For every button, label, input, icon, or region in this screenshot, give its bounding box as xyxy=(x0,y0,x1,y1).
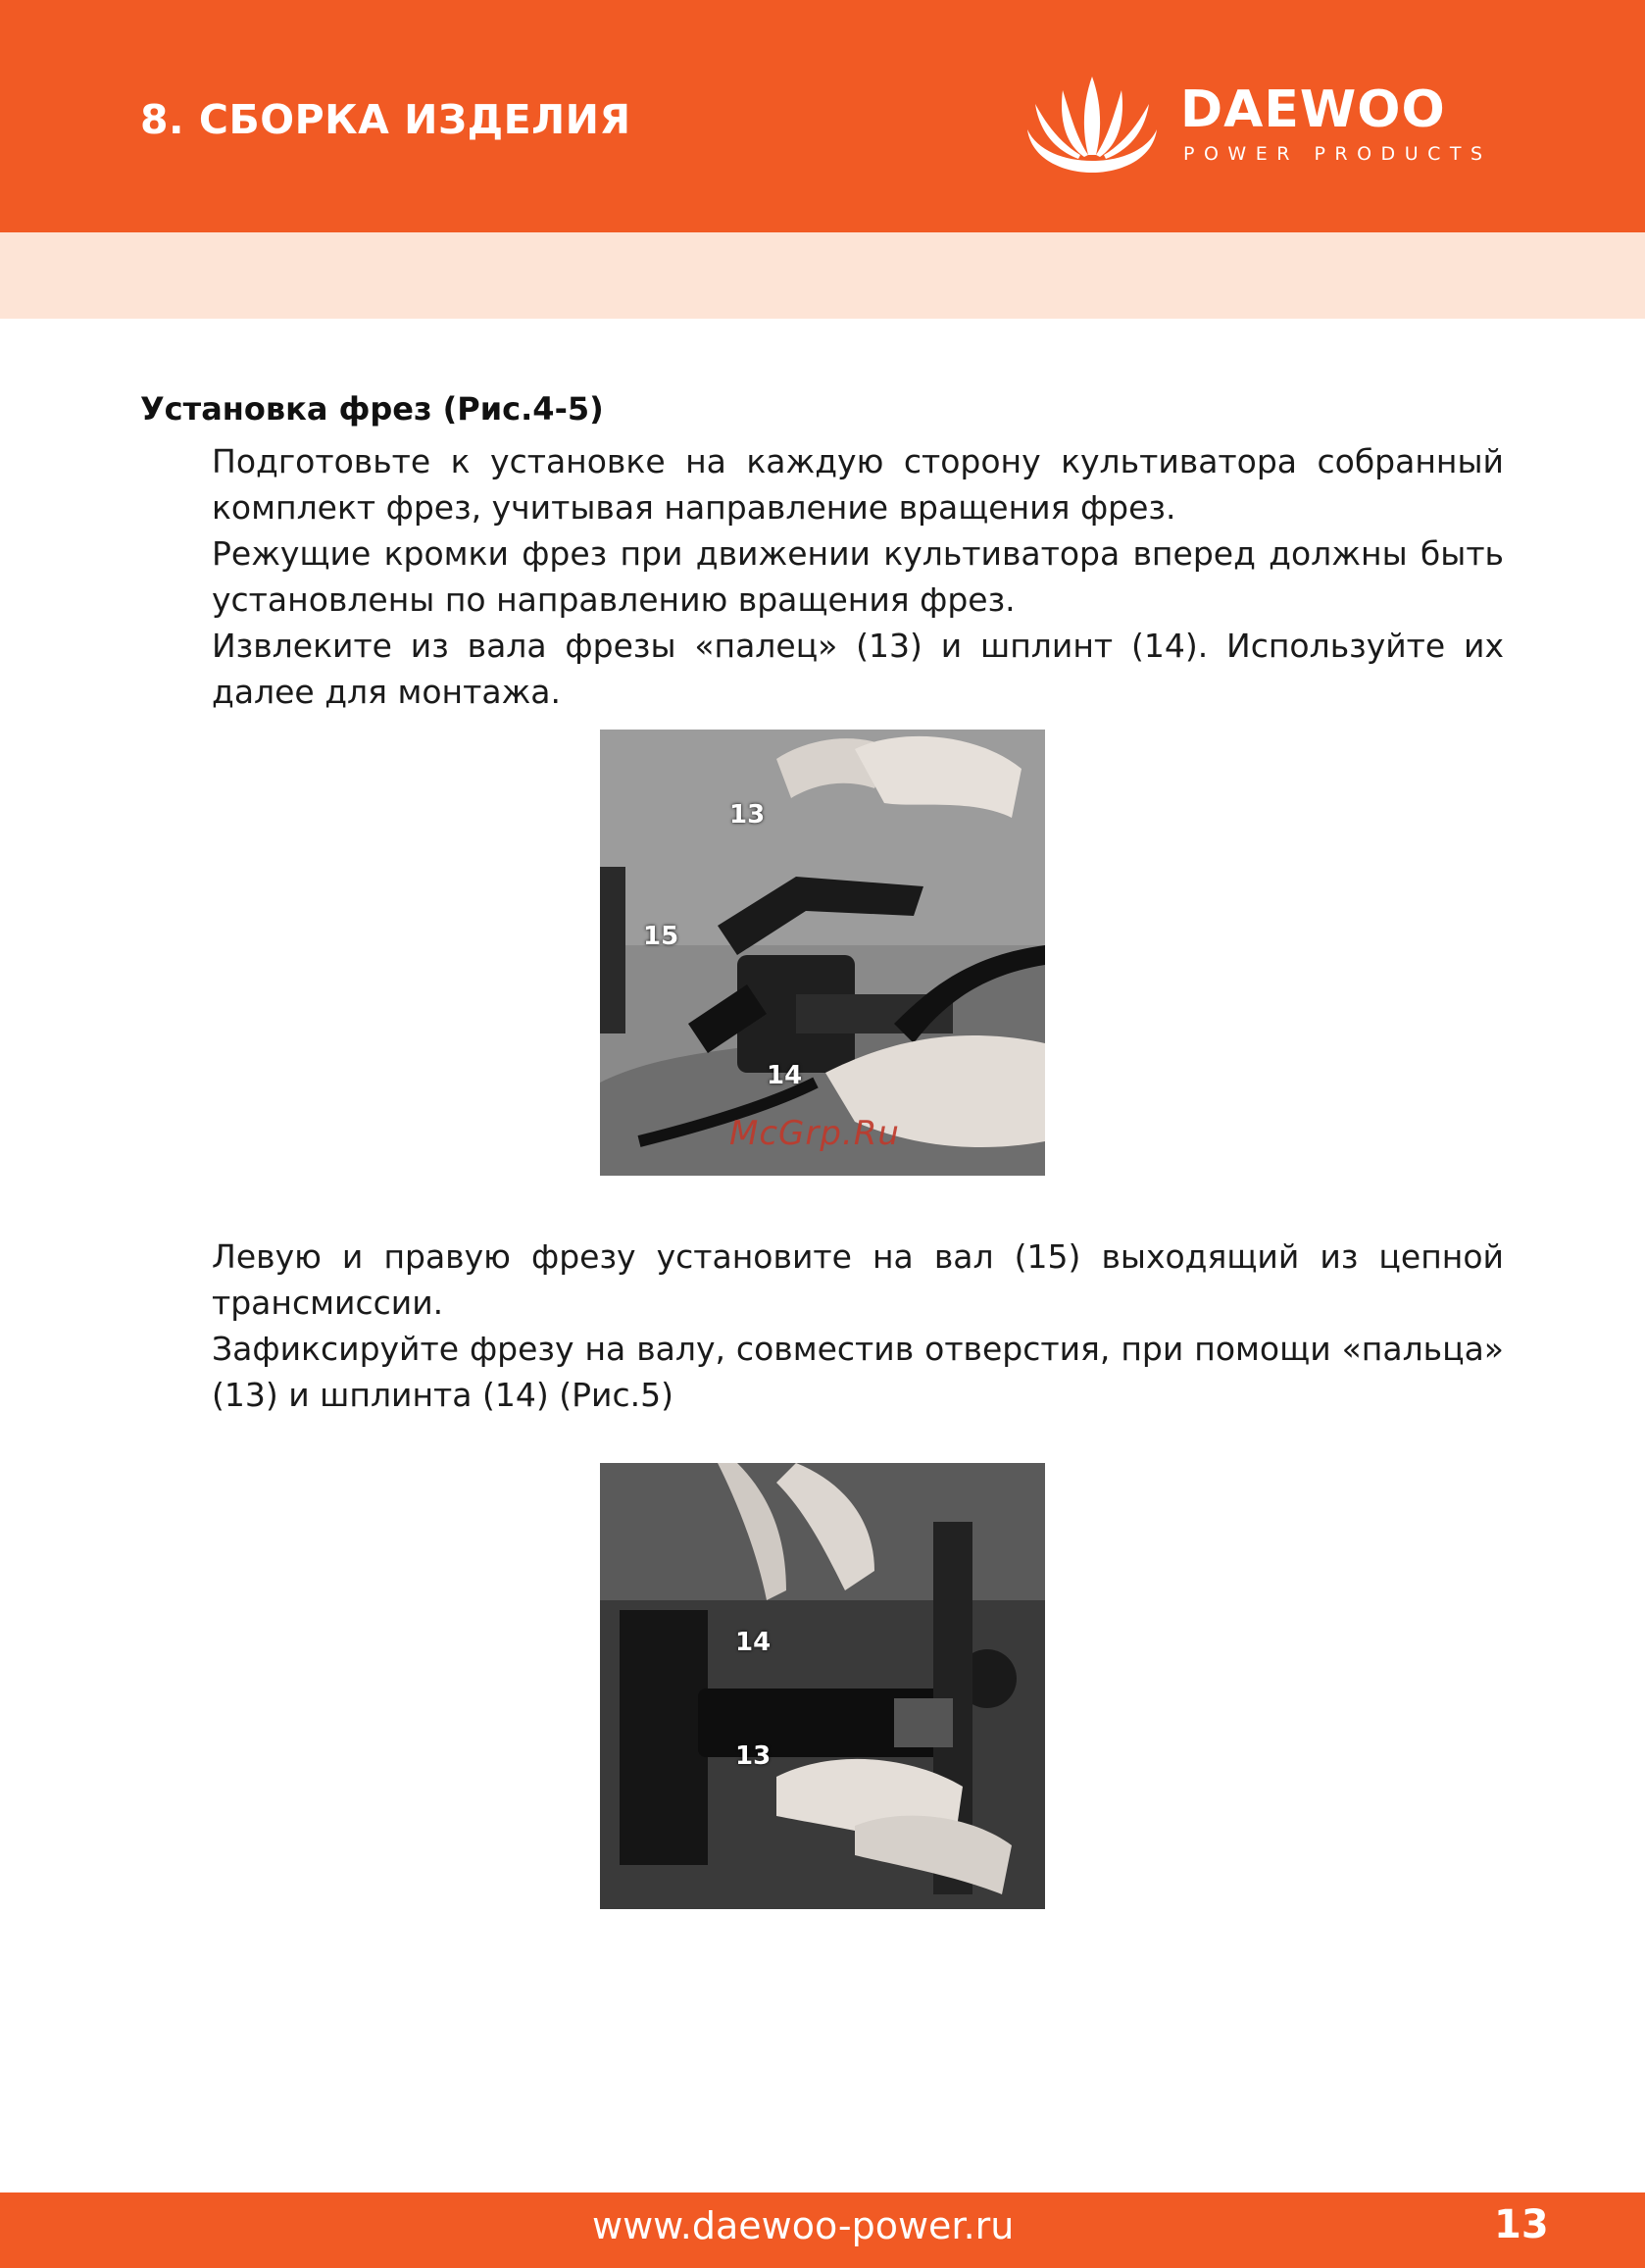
figure-label: 14 xyxy=(735,1628,772,1657)
figure-4-photo xyxy=(600,730,1045,1176)
section-title: 8. СБОРКА ИЗДЕЛИЯ xyxy=(140,96,631,143)
paragraph: Левую и правую фрезу установите на вал (15) выходящий из цепной трансмиссии. xyxy=(212,1237,1504,1322)
logo-brand: DAEWOO xyxy=(1180,80,1446,139)
page-header xyxy=(0,0,1645,232)
header-band xyxy=(0,232,1645,319)
figure-label: 14 xyxy=(767,1061,803,1090)
page-number: 13 xyxy=(1494,2202,1549,2247)
figure-5-photo xyxy=(600,1463,1045,1909)
watermark: McGrp.Ru xyxy=(729,1114,900,1153)
page-footer xyxy=(0,2192,1645,2268)
paragraph: Извлеките из вала фрезы «палец» (13) и шплинт (14). Используйте их далее для монтажа. xyxy=(212,627,1504,711)
daewoo-fan-icon xyxy=(1023,71,1161,178)
paragraph: Режущие кромки фрез при движении культиватора вперед должны быть установлены по направлению вращения фрез. xyxy=(212,534,1504,619)
paragraph: Подготовьте к установке на каждую сторону культиватора собранный комплект фрез, учитывая направление вращения фрез. xyxy=(212,442,1504,527)
figure-label: 13 xyxy=(729,800,766,830)
paragraph: Зафиксируйте фрезу на валу, совместив отверстия, при помощи «пальца» (13) и шплинта (14) (Рис.5) xyxy=(212,1330,1504,1414)
subheading: Установка фрез (Рис.4-5) xyxy=(140,390,604,428)
website-link[interactable]: www.daewoo-power.ru xyxy=(592,2204,1015,2247)
logo-subtitle: POWER PRODUCTS xyxy=(1183,143,1492,165)
figure-label: 15 xyxy=(643,922,679,951)
figure-label: 13 xyxy=(735,1741,772,1771)
daewoo-logo xyxy=(1023,71,1514,178)
